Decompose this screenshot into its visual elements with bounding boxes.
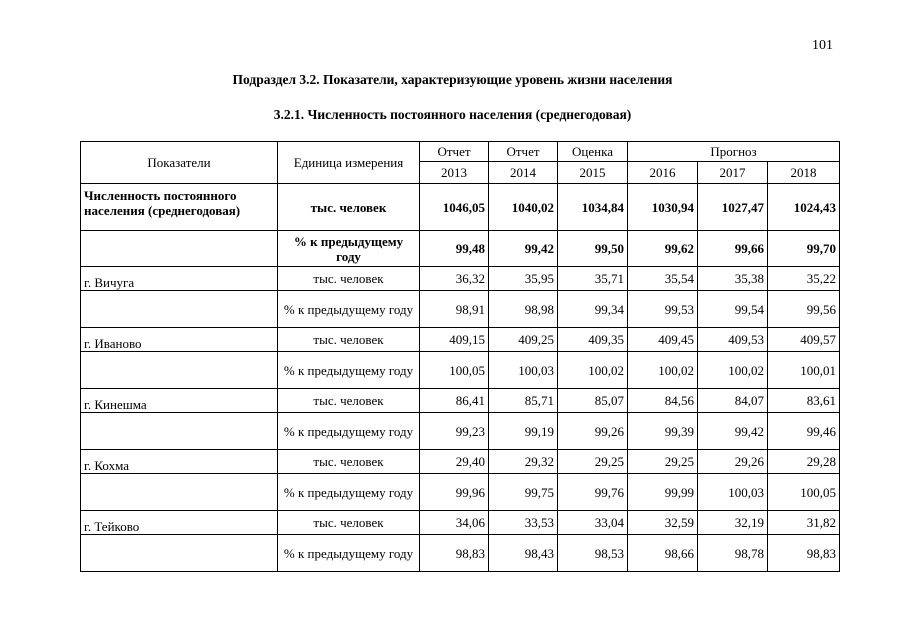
value-cell: 34,06 [420, 511, 489, 535]
unit-cell: % к предыдущему году [278, 291, 420, 328]
value-cell: 29,32 [489, 450, 558, 474]
indicator-name [81, 535, 278, 572]
header-forecast: Прогноз [628, 142, 840, 162]
header-year: 2013 [420, 162, 489, 184]
value-cell: 409,57 [768, 328, 840, 352]
table-row [81, 535, 840, 572]
value-cell: 85,07 [558, 389, 628, 413]
population-table [80, 141, 840, 572]
value-cell: 1030,94 [628, 184, 698, 231]
unit-cell: % к предыдущему году [278, 231, 420, 267]
value-cell: 98,66 [628, 535, 698, 572]
value-cell: 99,39 [628, 413, 698, 450]
indicator-name: г. Иваново [81, 328, 278, 352]
indicator-name: Численность постоянного населения (среднегодовая) [81, 184, 278, 231]
value-cell: 32,19 [698, 511, 768, 535]
header-row-1 [81, 142, 840, 162]
value-cell: 99,70 [768, 231, 840, 267]
value-cell: 35,54 [628, 267, 698, 291]
value-cell: 32,59 [628, 511, 698, 535]
value-cell: 35,71 [558, 267, 628, 291]
value-cell: 84,56 [628, 389, 698, 413]
value-cell: 29,40 [420, 450, 489, 474]
indicator-name [81, 413, 278, 450]
unit-cell: тыс. человек [278, 328, 420, 352]
unit-cell: тыс. человек [278, 450, 420, 474]
value-cell: 99,76 [558, 474, 628, 511]
value-cell: 100,05 [420, 352, 489, 389]
table-row [81, 184, 840, 231]
header-year: 2017 [698, 162, 768, 184]
table-row [81, 474, 840, 511]
value-cell: 409,35 [558, 328, 628, 352]
value-cell: 84,07 [698, 389, 768, 413]
value-cell: 98,43 [489, 535, 558, 572]
unit-cell: тыс. человек [278, 511, 420, 535]
indicator-name [81, 231, 278, 267]
value-cell: 409,15 [420, 328, 489, 352]
table-row [81, 511, 840, 535]
value-cell: 29,25 [628, 450, 698, 474]
value-cell: 99,34 [558, 291, 628, 328]
value-cell: 99,56 [768, 291, 840, 328]
value-cell: 35,22 [768, 267, 840, 291]
value-cell: 86,41 [420, 389, 489, 413]
unit-cell: % к предыдущему году [278, 535, 420, 572]
header-year: 2018 [768, 162, 840, 184]
value-cell: 99,26 [558, 413, 628, 450]
value-cell: 99,46 [768, 413, 840, 450]
value-cell: 100,03 [698, 474, 768, 511]
value-cell: 100,01 [768, 352, 840, 389]
header-unit: Единица измерения [278, 142, 420, 184]
unit-cell: тыс. человек [278, 184, 420, 231]
value-cell: 409,45 [628, 328, 698, 352]
value-cell: 100,02 [698, 352, 768, 389]
value-cell: 98,83 [420, 535, 489, 572]
indicator-name: г. Кинешма [81, 389, 278, 413]
value-cell: 35,95 [489, 267, 558, 291]
value-cell: 99,54 [698, 291, 768, 328]
unit-cell: тыс. человек [278, 267, 420, 291]
header-report-2014: Отчет [489, 142, 558, 162]
table-row [81, 450, 840, 474]
value-cell: 100,02 [628, 352, 698, 389]
value-cell: 33,53 [489, 511, 558, 535]
value-cell: 98,83 [768, 535, 840, 572]
value-cell: 99,96 [420, 474, 489, 511]
value-cell: 29,26 [698, 450, 768, 474]
value-cell: 99,99 [628, 474, 698, 511]
value-cell: 98,53 [558, 535, 628, 572]
value-cell: 99,53 [628, 291, 698, 328]
value-cell: 31,82 [768, 511, 840, 535]
indicator-name: г. Тейково [81, 511, 278, 535]
header-estimate: Оценка [558, 142, 628, 162]
value-cell: 100,02 [558, 352, 628, 389]
table-row [81, 352, 840, 389]
value-cell: 99,23 [420, 413, 489, 450]
header-indicator: Показатели [81, 142, 278, 184]
header-year: 2015 [558, 162, 628, 184]
section-title: Подраздел 3.2. Показатели, характеризующие уровень жизни населения [232, 72, 673, 87]
value-cell: 98,98 [489, 291, 558, 328]
value-cell: 35,38 [698, 267, 768, 291]
page-number: 101 [812, 38, 833, 53]
value-cell: 36,32 [420, 267, 489, 291]
value-cell: 99,66 [698, 231, 768, 267]
header-year: 2016 [628, 162, 698, 184]
value-cell: 1034,84 [558, 184, 628, 231]
indicator-name [81, 474, 278, 511]
indicator-name: г. Вичуга [81, 267, 278, 291]
unit-cell: % к предыдущему году [278, 474, 420, 511]
value-cell: 98,78 [698, 535, 768, 572]
value-cell: 99,48 [420, 231, 489, 267]
unit-cell: % к предыдущему году [278, 413, 420, 450]
value-cell: 99,42 [489, 231, 558, 267]
value-cell: 98,91 [420, 291, 489, 328]
value-cell: 1027,47 [698, 184, 768, 231]
value-cell: 1046,05 [420, 184, 489, 231]
value-cell: 99,19 [489, 413, 558, 450]
value-cell: 409,53 [698, 328, 768, 352]
table-row [81, 291, 840, 328]
value-cell: 99,42 [698, 413, 768, 450]
table-row [81, 389, 840, 413]
value-cell: 33,04 [558, 511, 628, 535]
indicator-name: г. Кохма [81, 450, 278, 474]
header-year: 2014 [489, 162, 558, 184]
value-cell: 99,75 [489, 474, 558, 511]
value-cell: 100,05 [768, 474, 840, 511]
table-row [81, 413, 840, 450]
value-cell: 29,28 [768, 450, 840, 474]
value-cell: 1024,43 [768, 184, 840, 231]
table-row [81, 231, 840, 267]
value-cell: 83,61 [768, 389, 840, 413]
value-cell: 1040,02 [489, 184, 558, 231]
indicator-name [81, 291, 278, 328]
value-cell: 99,50 [558, 231, 628, 267]
value-cell: 100,03 [489, 352, 558, 389]
indicator-name [81, 352, 278, 389]
table-row [81, 328, 840, 352]
header-report-2013: Отчет [420, 142, 489, 162]
value-cell: 29,25 [558, 450, 628, 474]
value-cell: 85,71 [489, 389, 558, 413]
unit-cell: % к предыдущему году [278, 352, 420, 389]
unit-cell: тыс. человек [278, 389, 420, 413]
value-cell: 409,25 [489, 328, 558, 352]
table-row [81, 267, 840, 291]
value-cell: 99,62 [628, 231, 698, 267]
subsection-title: 3.2.1. Численность постоянного населения (среднегодовая) [273, 107, 632, 122]
